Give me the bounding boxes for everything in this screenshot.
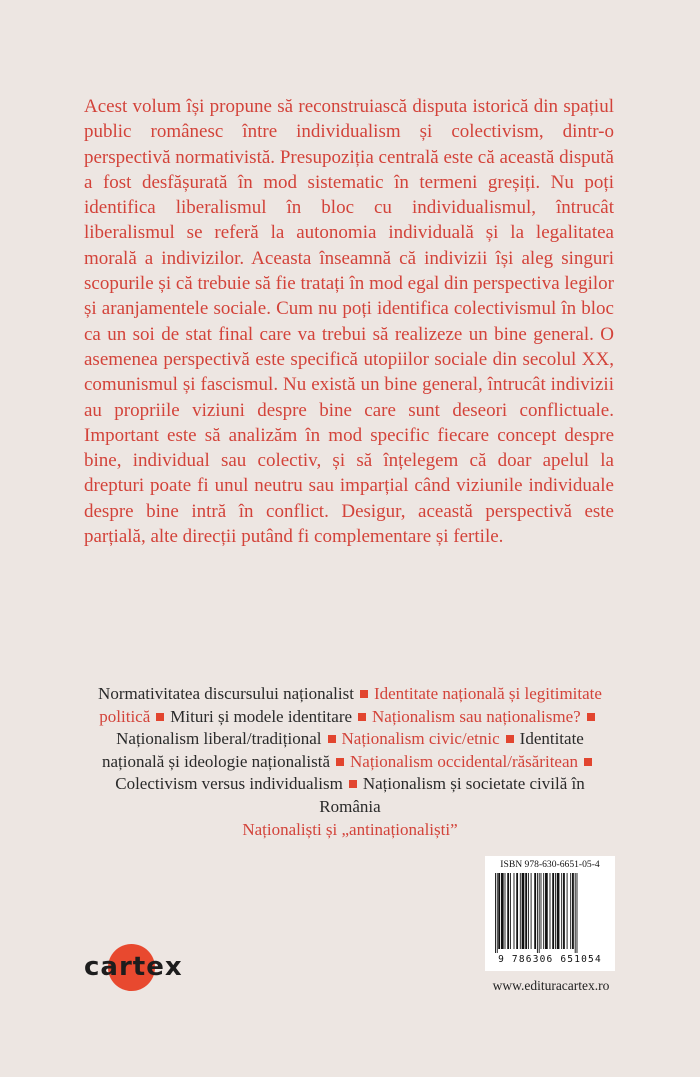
square-bullet-icon xyxy=(328,735,336,743)
square-bullet-icon xyxy=(587,713,595,721)
barcode-bar xyxy=(545,873,548,949)
barcode-bar xyxy=(567,873,568,949)
square-bullet-icon xyxy=(584,758,592,766)
topic-item: Naționaliști și „antinaționaliști” xyxy=(242,819,458,839)
barcode-bar xyxy=(561,873,562,949)
square-bullet-icon xyxy=(360,690,368,698)
barcode-bar xyxy=(520,873,521,949)
barcode-bar xyxy=(541,873,542,949)
barcode-bar xyxy=(505,873,506,949)
barcode-bar xyxy=(575,873,576,953)
barcode-bar xyxy=(577,873,578,953)
barcode-bar xyxy=(539,873,540,953)
square-bullet-icon xyxy=(336,758,344,766)
barcode-bar xyxy=(522,873,525,949)
barcode-bar xyxy=(534,873,536,949)
barcode-bar xyxy=(495,873,496,953)
barcode-bar xyxy=(514,873,515,949)
barcode-bar xyxy=(497,873,498,953)
square-bullet-icon xyxy=(358,713,366,721)
barcode-bar xyxy=(552,873,554,949)
publisher-website: www.edituracartex.ro xyxy=(492,978,610,993)
square-bullet-icon xyxy=(156,713,164,721)
barcode-bar xyxy=(572,873,574,949)
publisher-logo xyxy=(84,944,184,996)
barcode-bar xyxy=(510,873,511,949)
topic-item: Colectivism versus individualism xyxy=(115,774,343,794)
topic-item: Naționalism liberal/tradițional xyxy=(116,729,322,749)
barcode-bar xyxy=(498,873,500,949)
barcode-bar xyxy=(570,873,571,949)
barcode-digits: 9 786306 651054 xyxy=(498,954,602,965)
barcode-bar xyxy=(531,873,532,949)
barcode-bar xyxy=(557,873,560,949)
topic-item: Normativitatea discursului naționalist xyxy=(98,684,354,703)
square-bullet-icon xyxy=(349,780,357,788)
square-bullet-icon xyxy=(506,735,514,743)
topic-item: Identitate națională și legitimitate politică xyxy=(99,684,602,726)
logo-wordmark: cartex xyxy=(84,952,183,982)
topic-item: Mituri și modele identitare xyxy=(170,706,353,726)
isbn-barcode xyxy=(485,856,615,971)
topic-item: Naționalism și societate civilă în România xyxy=(319,774,585,816)
barcode-bar xyxy=(563,873,565,949)
topic-item: Naționalism civic/etnic xyxy=(341,729,500,749)
barcode-bar xyxy=(516,873,518,949)
isbn-label: ISBN 978-630-6651-05-4 xyxy=(500,859,600,870)
back-cover-blurb: Acest volum își propune să reconstruiască disputa istorică din spațiul public românesc între individualism și colectivism, dintr-o perspectivă normativistă. Presupoziția centrală este că această dispută a fost desfășurată în mod sistematic în termeni greșiți. Nu poți identifica liberalismul în bloc cu individualismul, întrucât liberalismul se referă la autonomia individuală și la legalitatea morală a indivizilor. Aceasta înseamnă că indivizii își aleg singuri scopurile și că trebuie să fie tratați în mod egal din perspectiva legilor și aranjamentele sociale. Cum nu poți identifica colectivismul în bloc ca un soi de stat final care va trebui să realizeze un bine general. O asemenea perspectivă este specifică utopiilor sociale din secolul XX, comunismul și fascismul. Nu există un bine general, întrucât indivizii au propriile viziuni despre bine care sunt deseori conflictuale. Important este să analizăm în mod specific fiecare concept despre bine, individual sau colectiv, și să înțelegem că doar apelul la drepturi poate fi unul neutru sau imparțial când viziunile individuale despre bine intră în conflict. Desigur, această perspectivă este parțială, alte direcții putând fi complementare și fertile. xyxy=(84,96,614,548)
barcode-bar xyxy=(507,873,509,949)
barcode-bar xyxy=(537,873,538,953)
topic-item: Naționalism sau naționalisme? xyxy=(372,706,581,726)
barcode-bar xyxy=(550,873,551,949)
barcode-bar xyxy=(525,873,527,949)
topics-list xyxy=(84,683,616,841)
barcode-bar xyxy=(555,873,556,949)
barcode-bar xyxy=(501,873,504,949)
topic-item: Naționalism occidental/răsăritean xyxy=(350,751,579,771)
topic-item: Identitate națională și ideologie naționalistă xyxy=(101,729,584,771)
barcode-bars xyxy=(495,873,605,953)
barcode-bar xyxy=(543,873,544,949)
barcode-bar xyxy=(528,873,529,949)
